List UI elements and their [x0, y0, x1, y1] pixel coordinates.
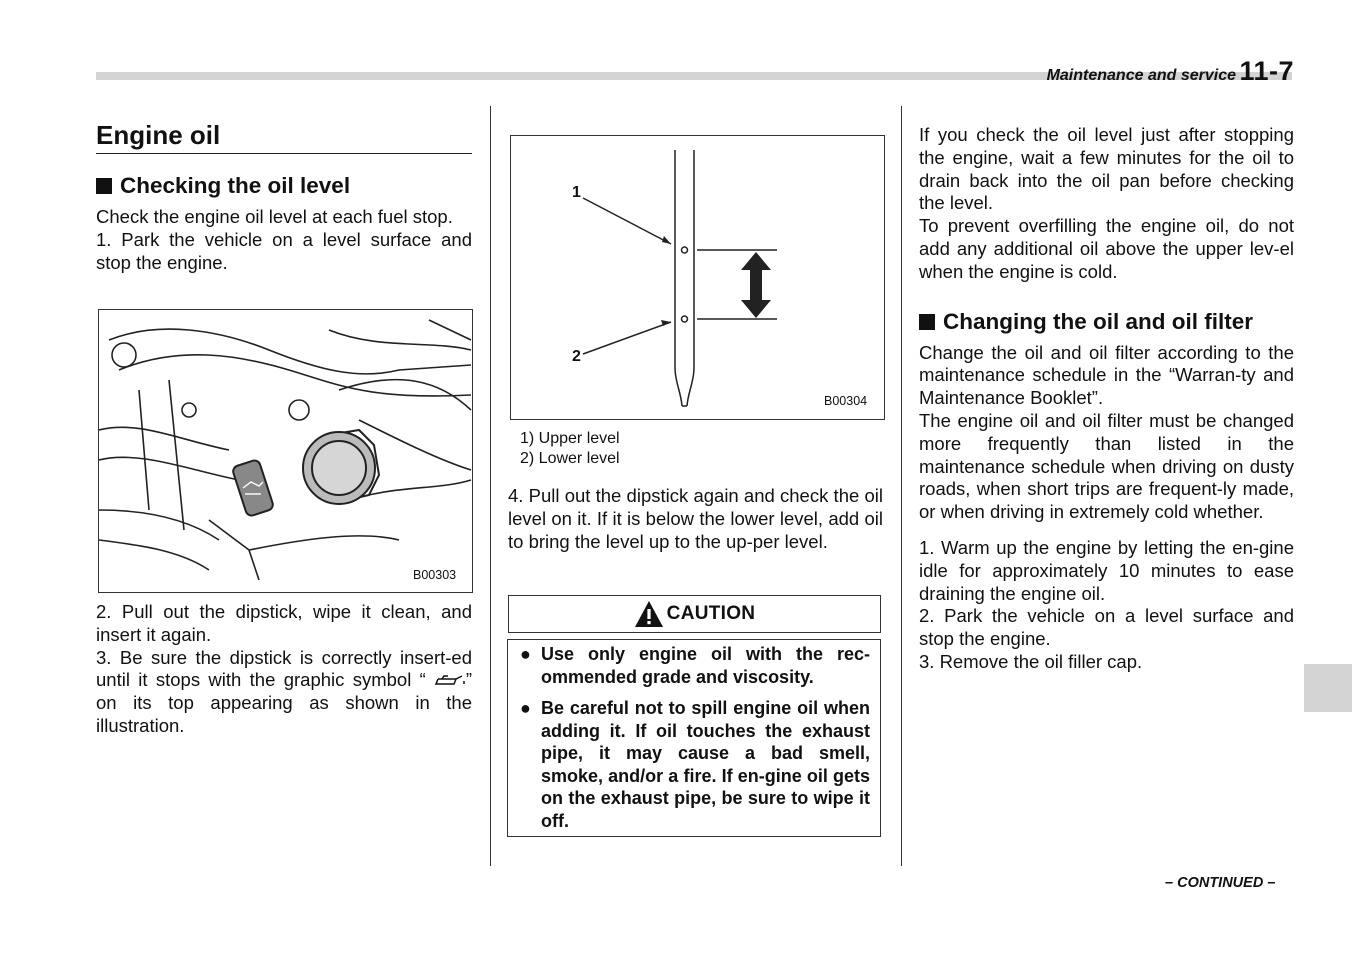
caution-item-text: Use only engine oil with the rec-ommended grade and viscosity.	[541, 644, 870, 687]
engine-bay-drawing	[99, 310, 472, 592]
square-bullet-icon	[919, 314, 935, 330]
dipstick-drawing	[511, 136, 884, 419]
column-1-bottom	[96, 601, 472, 738]
continued-label: – CONTINUED –	[1165, 875, 1276, 891]
step-1-warm: 1. Warm up the engine by letting the en-gine idle for approximately 10 minutes to ease draining the engine oil.	[919, 536, 1294, 604]
header-section-title: Maintenance and service	[1046, 67, 1236, 84]
column-3	[919, 124, 1294, 674]
section-tab	[1304, 664, 1352, 712]
step-2: 2. Pull out the dipstick, wipe it clean, and insert it again.	[96, 601, 472, 645]
subtitle-text: Checking the oil level	[120, 173, 351, 198]
subtitle-changing	[919, 309, 1294, 335]
callout-2: 2	[572, 348, 581, 365]
subtitle-text: Changing the oil and oil filter	[943, 308, 1253, 334]
caution-title: CAUTION	[666, 603, 756, 624]
step-3-part-a: 3. Be sure the dipstick is correctly insert-ed until it stops with the graphic symbol “	[96, 646, 472, 691]
oil-can-icon	[426, 673, 466, 687]
figure-legend	[520, 429, 620, 469]
callout-1: 1	[572, 184, 581, 201]
step-3	[96, 647, 472, 738]
caution-body	[507, 639, 881, 837]
page-number: 11-7	[1239, 56, 1294, 86]
figure-code: B00303	[413, 568, 457, 582]
figure-code: B00304	[824, 394, 868, 408]
column-divider-2	[901, 106, 902, 866]
paragraph-frequency: The engine oil and oil filter must be changed more frequently than listed in the maintenance schedule when driving on dusty roads, when short trips are frequent-ly made, or when driving in extremely cold whether.	[919, 409, 1294, 523]
paragraph-schedule: Change the oil and oil filter according to the maintenance schedule in the “Warran-ty and Maintenance Booklet”.	[919, 341, 1294, 409]
column-divider-1	[490, 106, 491, 866]
paragraph-wait: If you check the oil level just after stopping the engine, wait a few minutes for the oil to drain back into the oil pan before checking the level.	[919, 124, 1294, 214]
square-bullet-icon	[96, 178, 112, 194]
subtitle-checking	[96, 173, 472, 199]
caution-item	[520, 643, 870, 688]
dipstick-illustration	[510, 135, 885, 420]
step-4: 4. Pull out the dipstick again and check the oil level on it. If it is below the lower level, add oil to bring the level up to the up-per level.	[508, 485, 883, 552]
caution-item-text: Be careful not to spill engine oil when adding it. If oil touches the exhaust pipe, it may cause a bad smell, smoke, and/or a fire. If en-gine oil gets on the exhaust pipe, be sure to wipe it off.	[541, 698, 870, 831]
bullet-icon: ●	[520, 698, 531, 718]
step-3-part-b: ” on its top appearing as shown in the illustration.	[96, 669, 472, 736]
step-4-block	[508, 485, 883, 553]
page-title: Engine oil	[96, 120, 472, 154]
legend-lower-level: 2) Lower level	[520, 450, 620, 467]
caution-header	[508, 595, 881, 633]
step-2-park: 2. Park the vehicle on a level surface and stop the engine.	[919, 605, 1294, 650]
step-3-cap: 3. Remove the oil filler cap.	[919, 650, 1143, 672]
step-1: 1. Park the vehicle on a level surface and stop the engine.	[96, 228, 472, 273]
paragraph-overfill: To prevent overfilling the engine oil, do not add any additional oil above the upper lev-el when the engine is cold.	[919, 215, 1294, 282]
caution-item	[520, 697, 870, 833]
warning-triangle-icon	[634, 600, 664, 628]
paragraph-check: Check the engine oil level at each fuel stop.	[96, 206, 453, 227]
engine-illustration	[98, 309, 473, 593]
bullet-icon: ●	[520, 644, 531, 664]
legend-upper-level: 1) Upper level	[520, 430, 620, 447]
column-1-top	[96, 173, 472, 274]
